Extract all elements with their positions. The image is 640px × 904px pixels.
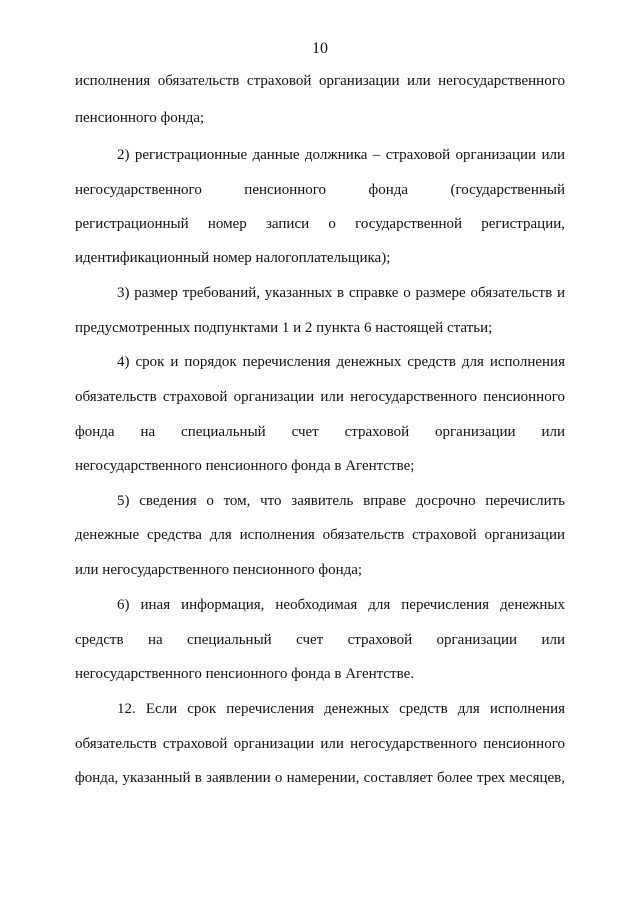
- text-line: 3) размер требований, указанных в справке о размере обязательств и: [117, 285, 565, 301]
- text-line: обязательств страховой организации или негосударственного пенсионного: [75, 389, 565, 405]
- text-line: 12. Если срок перечисления денежных средств для исполнения: [117, 701, 565, 717]
- text-line: фонда на специальный счет страховой организации или: [75, 424, 565, 440]
- text-line: 2) регистрационные данные должника – страховой организации или: [117, 147, 565, 163]
- text-line: средств на специальный счет страховой организации или: [75, 632, 565, 648]
- text-line: предусмотренных подпунктами 1 и 2 пункта 6 настоящей статьи;: [75, 320, 493, 336]
- text-line: денежные средства для исполнения обязательств страховой организации: [75, 527, 565, 543]
- text-line: обязательств страховой организации или негосударственного пенсионного: [75, 736, 565, 752]
- text-line: исполнения обязательств страховой организации или негосударственного: [75, 73, 565, 89]
- text-line: негосударственного пенсионного фонда (государственный: [75, 182, 565, 198]
- text-line: негосударственного пенсионного фонда в Агентстве;: [75, 458, 415, 474]
- text-line: или негосударственного пенсионного фонда;: [75, 562, 363, 578]
- text-line: негосударственного пенсионного фонда в Агентстве.: [75, 666, 415, 682]
- text-line: 5) сведения о том, что заявитель вправе досрочно перечислить: [117, 493, 565, 509]
- text-line: пенсионного фонда;: [75, 110, 205, 126]
- page-number: 10: [312, 40, 328, 57]
- text-line: 4) срок и порядок перечисления денежных средств для исполнения: [117, 354, 565, 370]
- text-line: фонда, указанный в заявлении о намерении, составляет более трех месяцев,: [75, 770, 565, 786]
- text-line: идентификационный номер налогоплательщика);: [75, 250, 391, 266]
- text-line: регистрационный номер записи о государственной регистрации,: [75, 216, 565, 232]
- text-line: 6) иная информация, необходимая для перечисления денежных: [117, 597, 565, 613]
